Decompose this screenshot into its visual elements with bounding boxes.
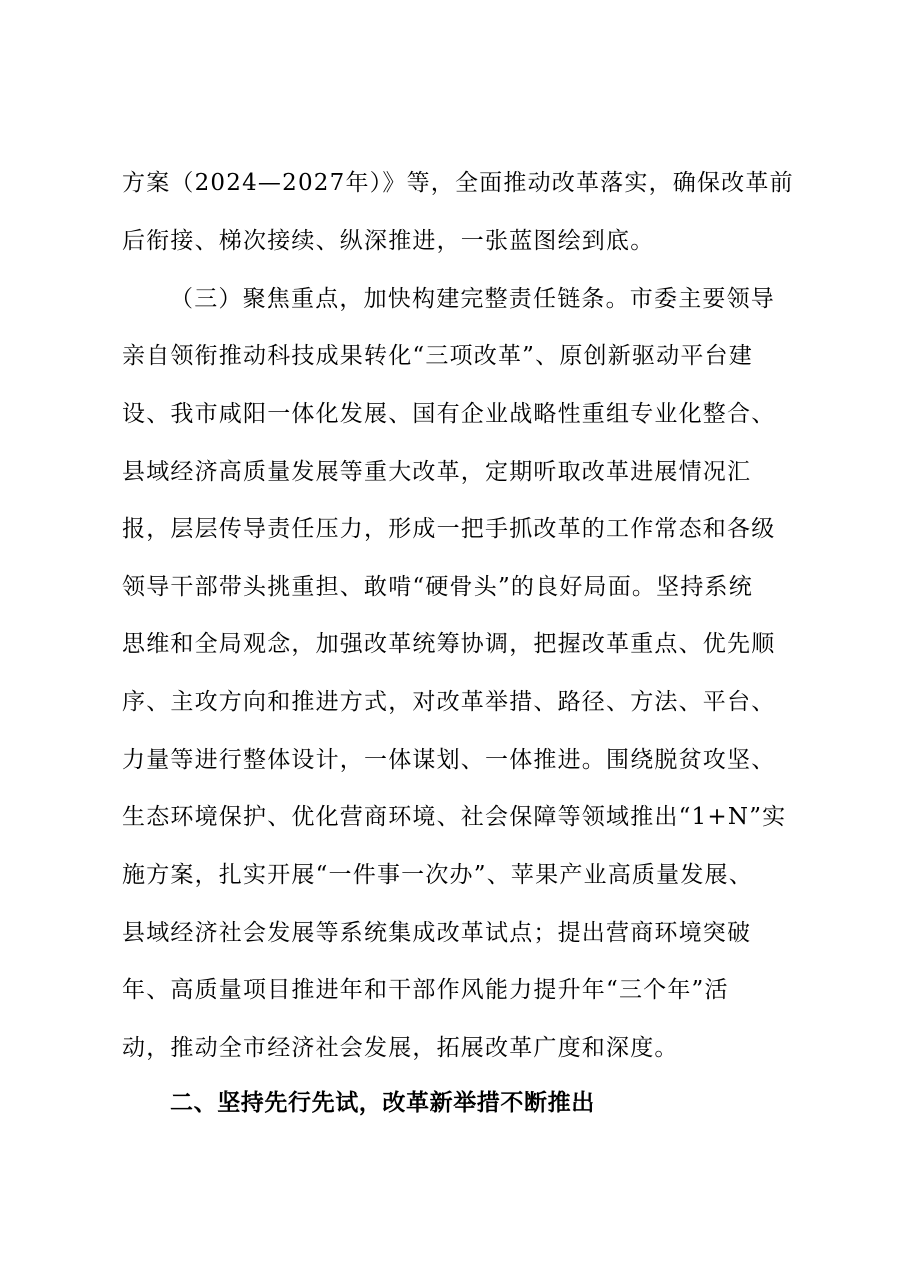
paragraph-line: 报，层层传导责任压力，形成一把手抓改革的工作常态和各级: [122, 516, 776, 542]
section-heading: 二、坚持先行先试，改革新举措不断推出: [170, 1090, 595, 1116]
paragraph-line: 施方案，扎实开展“一件事一次办”、苹果产业高质量发展、: [122, 862, 753, 888]
paragraph-line: 县域经济高质量发展等重大改革，定期听取改革进展情况汇: [122, 459, 752, 485]
paragraph-line: 生态环境保护、优化营商环境、社会保障等领域推出“1+N”实: [122, 804, 787, 830]
paragraph-line: 思维和全局观念，加强改革统筹协调，把握改革重点、优先顺: [122, 631, 776, 657]
paragraph-line: 亲自领衔推动科技成果转化“三项改革”、原创新驱动平台建: [122, 343, 753, 369]
paragraph-line: 方案（2024—2027年）》等，全面推动改革落实，确保改革前: [122, 170, 794, 196]
paragraph-line: 年、高质量项目推进年和干部作风能力提升年“三个年”活: [122, 977, 729, 1003]
paragraph-line: 后衔接、梯次接续、纵深推进，一张蓝图绘到底。: [122, 228, 655, 254]
paragraph-line: 设、我市咸阳一体化发展、国有企业战略性重组专业化整合、: [122, 401, 776, 427]
paragraph-line: 县域经济社会发展等系统集成改革试点；提出营商环境突破: [122, 920, 752, 946]
paragraph-line: （三）聚焦重点，加快构建完整责任链条。市委主要领导: [170, 286, 775, 312]
paragraph-line: 领导干部带头挑重担、敢啃“硬骨头”的良好局面。坚持系统: [122, 574, 753, 600]
paragraph-line: 力量等进行整体设计，一体谋划、一体推进。围绕脱贫攻坚、: [122, 747, 776, 773]
paragraph-line: 动，推动全市经济社会发展，拓展改革广度和深度。: [122, 1035, 679, 1061]
paragraph-line: 序、主攻方向和推进方式，对改革举措、路径、方法、平台、: [122, 689, 776, 715]
